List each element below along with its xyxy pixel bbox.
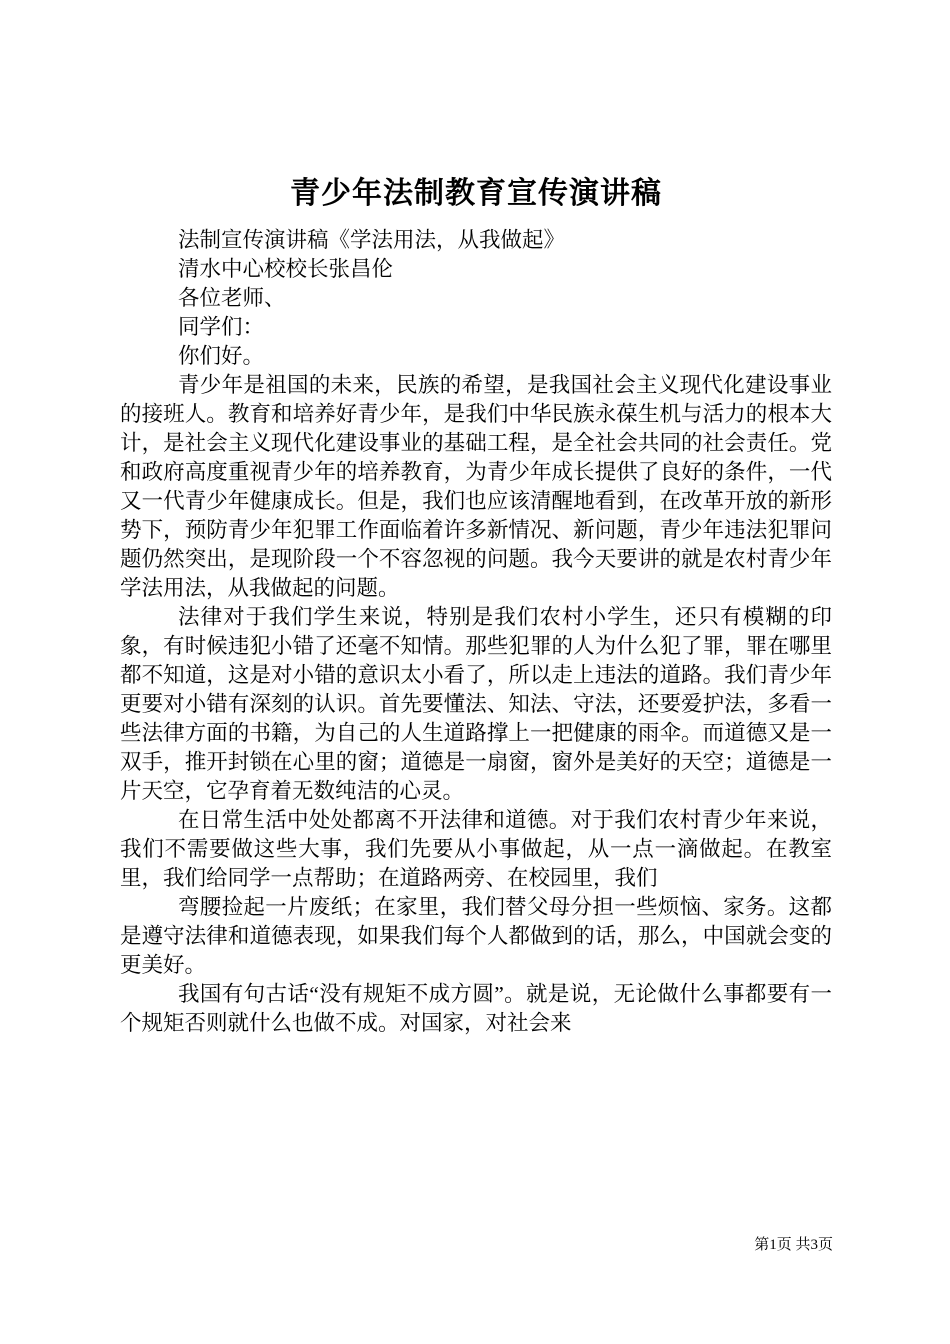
- paragraph-salutation-students: 同学们：: [178, 315, 265, 339]
- paragraph-body-5: 我国有句古话“没有规矩不成方圆”。就是说，无论做什么事都要有一个规矩否则就什么也做不成。对国家，对社会来: [120, 982, 832, 1035]
- paragraph-body-4: 弯腰捡起一片废纸；在家里，我们替父母分担一些烦恼、家务。这都是遵守法律和道德表现，如果我们每个人都做到的话，那么，中国就会变的更美好。: [120, 895, 832, 977]
- paragraph-salutation-teachers: 各位老师、: [178, 286, 286, 310]
- page-number-indicator: 第1页 共3页: [754, 1237, 833, 1253]
- page-footer: [754, 1236, 833, 1254]
- paragraph-author: 清水中心校校长张昌伦: [178, 257, 394, 281]
- paragraph-greeting: 你们好。: [178, 344, 265, 368]
- paragraph-body-2: 法律对于我们学生来说，特别是我们农村小学生，还只有模糊的印象，有时候违犯小错了还毫不知情。那些犯罪的人为什么犯了罪，罪在哪里都不知道，这是对小错的意识太小看了，所以走上违法的道路。我们青少年更要对小错有深刻的认识。首先要懂法、知法、守法，还要爱护法，多看一些法律方面的书籍，为自己的人生道路撑上一把健康的雨伞。而道德又是一双手，推开封锁在心里的窗；道德是一扇窗，窗外是美好的天空；道德是一片天空，它孕育着无数纯洁的心灵。: [120, 605, 832, 803]
- document-title: 青少年法制教育宣传演讲稿: [290, 177, 662, 210]
- paragraph-speech-subtitle: 法制宣传演讲稿《学法用法，从我做起》: [178, 228, 566, 252]
- paragraph-body-1: 青少年是祖国的未来，民族的希望，是我国社会主义现代化建设事业的接班人。教育和培养好青少年，是我们中华民族永葆生机与活力的根本大计，是社会主义现代化建设事业的基础工程，是全社会共同的社会责任。党和政府高度重视青少年的培养教育，为青少年成长提供了良好的条件，一代又一代青少年健康成长。但是，我们也应该清醒地看到，在改革开放的新形势下，预防青少年犯罪工作面临着许多新情况、新问题，青少年违法犯罪问题仍然突出，是现阶段一个不容忽视的问题。我今天要讲的就是农村青少年学法用法，从我做起的问题。: [120, 373, 832, 600]
- paragraph-body-3: 在日常生活中处处都离不开法律和道德。对于我们农村青少年来说，我们不需要做这些大事，我们先要从小事做起，从一点一滴做起。在教室里，我们给同学一点帮助；在道路两旁、在校园里，我们: [120, 808, 832, 890]
